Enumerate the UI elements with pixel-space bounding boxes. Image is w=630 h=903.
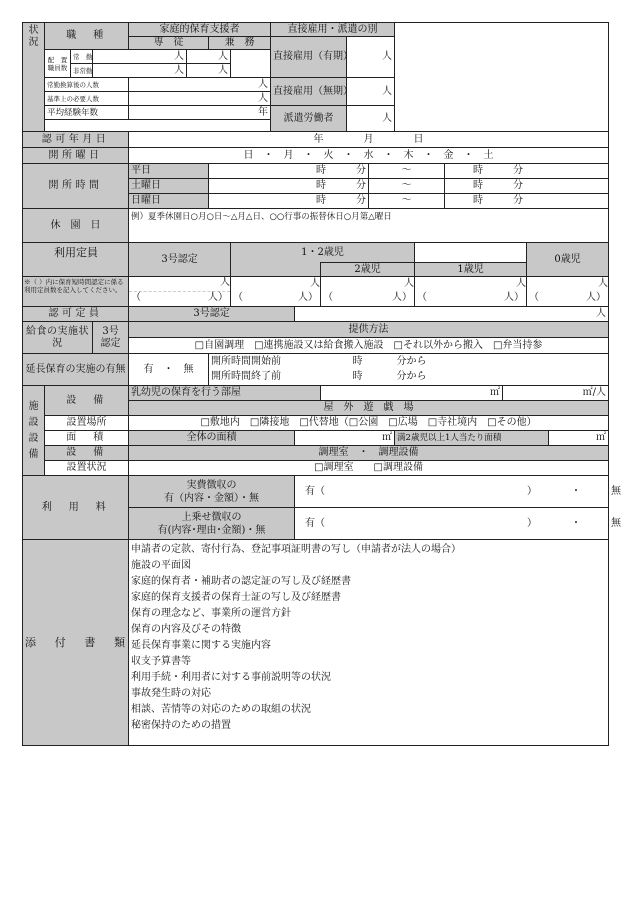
- tenpu-item: 事故発生時の対応: [131, 688, 212, 699]
- nyuyoji-room-area[interactable]: ㎡: [321, 386, 503, 401]
- encho-after-blank: [469, 370, 609, 386]
- kyuen-value[interactable]: 例）夏季休園日○月○日～△月△日、○○行事の振替休日○月第△曜日: [129, 209, 609, 243]
- kyushoku-options[interactable]: □自園調理 □連携施設又は給食搬入施設 □それ以外から搬入 □弁当持参: [129, 338, 609, 354]
- encho-before-blank: [469, 354, 609, 370]
- riyo-age12-value[interactable]: 人 （ 人）: [231, 277, 321, 307]
- riyo-age2-header: 2歳児: [321, 263, 415, 277]
- sentai-hijokin-value[interactable]: 人: [93, 64, 187, 78]
- riyo-age12-sub: [231, 263, 321, 277]
- ninka-teiin-nintei3: 3号認定: [129, 307, 295, 322]
- tenpu-item: 家庭的保育支援者の保育士証の写し及び経歴書: [131, 592, 342, 603]
- encho-after-ji[interactable]: 時: [352, 371, 363, 383]
- kaisho-jikan-from-2[interactable]: 時 分: [209, 194, 369, 209]
- riyoryo-jippi-label: 実費徴収の 有（内容・金額）・無: [129, 476, 295, 508]
- tenpu-label: 添 付 書 類: [23, 540, 129, 746]
- kaisho-jikan-to-0[interactable]: 時 分: [445, 164, 609, 179]
- tenpu-item: 申請者の定款、寄付行為、登記事項証明書の写し（申請者が法人の場合）: [131, 544, 462, 555]
- kaisho-jikan-tilde-0: ～: [369, 164, 445, 179]
- form-table: [22, 22, 622, 746]
- secchi-jokyo-label: 設置状況: [45, 461, 129, 476]
- kaisho-jikan-from-1[interactable]: 時 分: [209, 179, 369, 194]
- chokusetsu-muki-value[interactable]: 人: [347, 78, 395, 106]
- man2-menseki-value[interactable]: ㎡: [549, 431, 609, 446]
- kenmu-hijokin-value[interactable]: 人: [187, 64, 231, 78]
- kaisho-jikan-day-1: 土曜日: [129, 179, 209, 194]
- haken-value[interactable]: 人: [347, 106, 395, 132]
- tenpu-list: [129, 540, 609, 746]
- tenpu-item: 施設の平面図: [131, 560, 192, 571]
- kaisho-jikan-to-1[interactable]: 時 分: [445, 179, 609, 194]
- shisetsu-setsubi-label: 設 備: [45, 386, 129, 416]
- encho-after-funkara[interactable]: 分から: [396, 371, 427, 383]
- encho-after-label: 開所時間終了前: [211, 371, 282, 383]
- encho-before-ji[interactable]: 時: [321, 354, 395, 370]
- tenpu-item: 秘密保持のための措置: [131, 720, 232, 731]
- kaisho-yobi-label: 開所曜日: [23, 148, 129, 164]
- ninka-date-value[interactable]: 年 月 日: [129, 132, 609, 148]
- secchi-basho-options[interactable]: □敷地内 □隣接地 □代替地（□公園 □広場 □寺社境内 □その他）: [129, 416, 609, 431]
- kaisho-jikan-tilde-1: ～: [369, 179, 445, 194]
- zentai-menseki-value[interactable]: ㎡: [295, 431, 395, 446]
- okugai-header: 屋 外 遊 戯 場: [129, 401, 609, 416]
- nyuyoji-room-per[interactable]: ㎡/人: [503, 386, 609, 401]
- riyoryo-uwanose-value[interactable]: 有（ ） ・ 無: [295, 508, 609, 540]
- kaisho-jikan-from-0[interactable]: 時 分: [209, 164, 369, 179]
- kenmu-jokin-value[interactable]: 人: [187, 50, 231, 64]
- secchi-basho-label: 設置場所: [45, 416, 129, 431]
- riyo-age1-value[interactable]: 人 （ 人）: [415, 277, 527, 307]
- riyo-age0-value[interactable]: 人 （ 人）: [527, 277, 609, 307]
- haichi-shokuinsu-label: 配 置 職員数: [45, 50, 71, 78]
- tenpu-item: 保育の内容及びその特徴: [131, 624, 242, 635]
- chokusetsu-yuki-label: 直接雇用（有期）: [271, 37, 347, 78]
- riyo-teiin-label-cell: [23, 243, 129, 277]
- nyuyoji-room-label: 乳幼児の保育を行う部屋: [129, 386, 321, 401]
- sentai-header: 専 従: [129, 37, 209, 50]
- ninka-teiin-value[interactable]: 人: [295, 307, 609, 322]
- application-form-sheet: [22, 22, 622, 746]
- kyushoku-nintei: 3号 認定: [93, 322, 129, 354]
- chori-options[interactable]: □調理室 □調理設備: [129, 461, 609, 476]
- kijunjo-hitsuyo-value[interactable]: 人: [129, 92, 271, 106]
- man2-menseki-label: 満2歳児以上1人当たり面積: [395, 431, 549, 446]
- heikin-keiken-value[interactable]: 年: [129, 106, 271, 120]
- riyo-age1-header: 1歳児: [415, 263, 527, 277]
- hijokin-label: 非常勤: [71, 64, 93, 78]
- choriishitsu-header: 調理室 ・ 調理設備: [129, 446, 609, 461]
- ninka-date-label: 認可年月日: [23, 132, 129, 148]
- shokushu-label: 職 種: [45, 23, 129, 50]
- riyo-age12-header: 1・2歳児: [231, 243, 415, 263]
- riyoryo-label: 利 用 料: [23, 476, 129, 540]
- menseki-label: 面 積: [45, 431, 129, 446]
- riyoryo-uwanose-label: 上乗せ徴収の 有(内容･理由･金額)・無: [129, 508, 295, 540]
- chokusetsu-koyo-header: 直接雇用・派遣の別: [271, 23, 395, 37]
- haken-label: 派遣労働者: [271, 106, 347, 132]
- riyo-blank: [415, 243, 527, 263]
- encho-before-label: 開所時間開始前: [209, 354, 321, 370]
- kaisho-jikan-day-0: 平日: [129, 164, 209, 179]
- kyuen-label: 休 園 日: [23, 209, 129, 243]
- sentai-jokin-value[interactable]: 人: [93, 50, 187, 64]
- zentai-menseki-label: 全体の面積: [129, 431, 295, 446]
- riyo-age2-value[interactable]: 人 （ 人）: [321, 277, 415, 307]
- heikin-keiken-label: 平均経験年数: [45, 106, 129, 120]
- setsubi2-label: 設 備: [45, 446, 129, 461]
- riyo-nintei3-header: 3号認定: [129, 243, 231, 277]
- tenpu-item: 延長保育事業に関する実施内容: [131, 640, 272, 651]
- encho-label: 延長保育の実施の有無: [23, 354, 129, 386]
- kijunjo-hitsuyo-label: 基準上の必要人数: [45, 92, 129, 106]
- riyo-teiin-label: 利用定員: [54, 246, 99, 259]
- kaisho-jikan-day-2: 日曜日: [129, 194, 209, 209]
- kaisho-jikan-tilde-2: ～: [369, 194, 445, 209]
- kyushoku-label: 給食の実施状況: [23, 322, 93, 354]
- kaisho-jikan-to-2[interactable]: 時 分: [445, 194, 609, 209]
- chokusetsu-muki-label: 直接雇用（無期）: [271, 78, 347, 106]
- jokyo-label: 状況: [23, 23, 45, 132]
- riyo-age0-header: 0歳児: [527, 243, 609, 277]
- jokin-kansan-value[interactable]: 人: [129, 78, 271, 92]
- ninka-teiin-label: 認可定員: [23, 307, 129, 322]
- staff-blank-area: [395, 23, 609, 132]
- kaisho-yobi-value[interactable]: 日 ・ 月 ・ 火 ・ 水 ・ 木 ・ 金 ・ 土: [129, 148, 609, 164]
- shisetsu-label: 施設設備: [23, 386, 45, 476]
- riyo-teiin-note: ※（ ）内に保育短時間認定に係る利用定員数を記入してください。: [23, 277, 129, 307]
- tenpu-item: 収支予算書等: [131, 656, 192, 667]
- encho-before-funkara[interactable]: 分から: [395, 354, 469, 370]
- tenpu-item: 保育の理念など、事業所の運営方針: [131, 608, 292, 619]
- riyoryo-jippi-value[interactable]: 有（ ） ・ 無: [295, 476, 609, 508]
- riyo-nintei3-value[interactable]: 人 （ 人）: [129, 277, 231, 307]
- encho-yumu[interactable]: 有 ・ 無: [129, 354, 209, 386]
- jokin-label: 常 勤: [71, 50, 93, 64]
- tenpu-item: 利用手続・利用者に対する事前説明等の状況: [131, 672, 332, 683]
- staff-spacer: [45, 120, 271, 132]
- kaisho-jikan-label: 開所時間: [23, 164, 129, 209]
- tenpu-item: 家庭的保育者・補助者の認定証の写し及び経歴書: [131, 576, 352, 587]
- kyushoku-teikyo-header: 提供方法: [129, 322, 609, 338]
- tenpu-item: 相談、苦情等の対応のための取組の状況: [131, 704, 312, 715]
- jokin-kansan-label: 常勤換算後の人数: [45, 78, 129, 92]
- kateiteki-shien-header: 家庭的保育支援者: [129, 23, 271, 37]
- chokusetsu-yuki-value[interactable]: 人: [347, 37, 395, 78]
- kenmu-header: 兼 務: [209, 37, 271, 50]
